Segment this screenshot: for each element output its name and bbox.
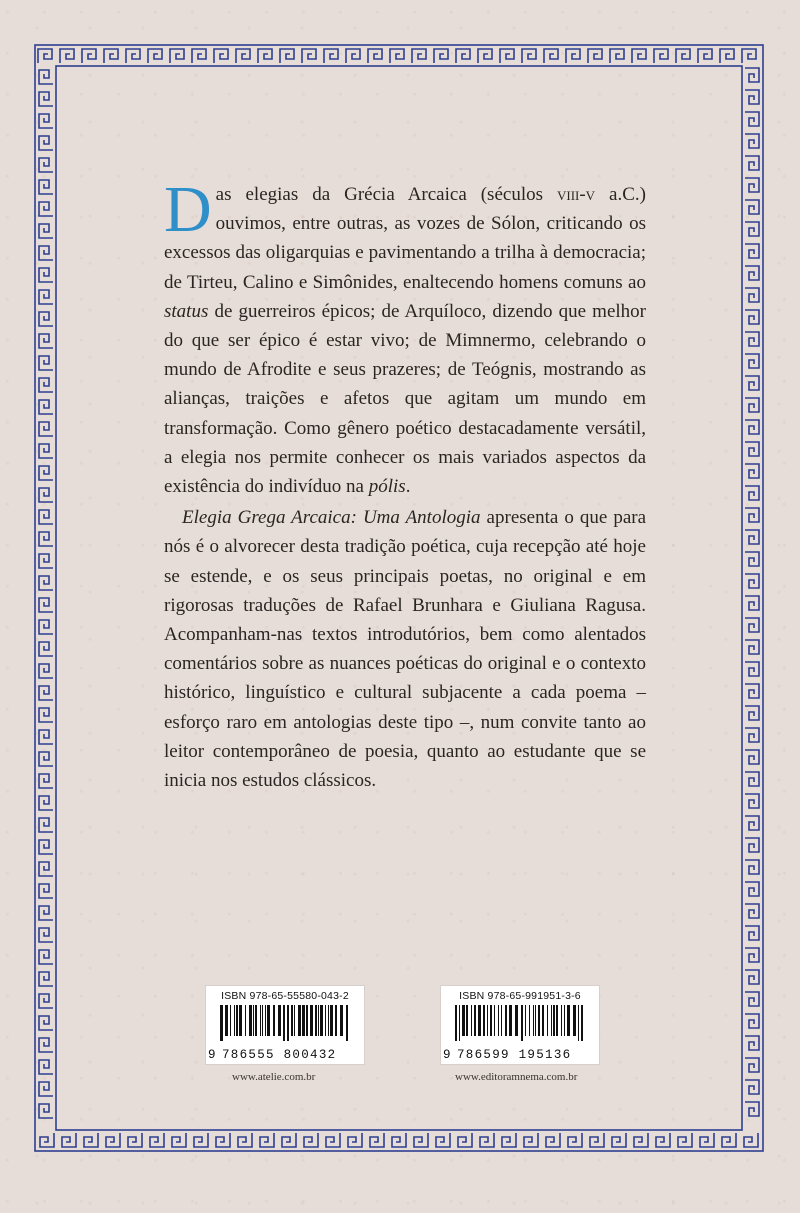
text-run-smallcaps: viii-v xyxy=(556,184,596,205)
blurb-paragraph-2 xyxy=(164,503,646,795)
barcode-box-mnema xyxy=(440,985,600,1065)
text-run: de guerreiros épicos; de Arquíloco, dizendo que melhor do que ser épico é estar vivo; de Mimnermo, celebrando o mundo de Afrodite e seus prazeres; de Teógnis, mostrando as alianças, traições e afetos que agitam um mundo em transformação. Como gênero poético destacadamente versátil, a elegia nos permite conhecer os mais variados aspectos da existência do indivíduo na xyxy=(164,300,646,498)
barcode-digits: 786599 195136 xyxy=(457,1048,572,1062)
isbn-label: ISBN 978-65-55580-043-2 xyxy=(221,990,349,1002)
text-run: as elegias da Grécia Arcaica (séculos xyxy=(215,184,557,205)
barcode-icon xyxy=(455,1005,585,1041)
isbn-label: ISBN 978-65-991951-3-6 xyxy=(459,990,581,1002)
publisher-url-atelie[interactable]: www.atelie.com.br xyxy=(232,1071,316,1083)
text-run: . xyxy=(405,476,411,498)
drop-cap: D xyxy=(164,173,212,246)
barcode-digits: 786555 800432 xyxy=(222,1048,337,1062)
barcode-first-digit: 9 xyxy=(443,1048,452,1062)
barcode-box-atelie xyxy=(205,985,365,1065)
barcode-first-digit: 9 xyxy=(208,1048,217,1062)
book-title-italic: Elegia Grega Arcaica: Uma Antologia xyxy=(182,507,481,529)
blurb-text xyxy=(164,173,647,795)
text-run-italic: status xyxy=(164,300,209,322)
barcode-icon xyxy=(220,1005,350,1041)
blurb-paragraph-1 xyxy=(164,173,646,501)
text-run: a.C.) ouvimos, entre outras, as vozes de Sólon, criticando os excessos das oligarquias e pavimentando a trilha à democracia; de Tirteu, Calino e Simônides, enaltecendo homens comuns ao xyxy=(164,184,646,293)
publisher-url-mnema[interactable]: www.editoramnema.com.br xyxy=(455,1071,578,1083)
text-run-italic: pólis xyxy=(368,476,406,498)
text-run: apresenta o que para nós é o alvorecer desta tradição poética, cuja recepção até hoje se estende, e os seus principais poetas, no original e em rigorosas traduções de Rafael Brunhara e Giuliana Ragusa. Acompanham-nas textos introdutórios, bem como alentados comentários sobre as nuances poéticas do original e o contexto histórico, linguístico e cultural subjacente a cada poema – esforço raro em antologias deste tipo –, num convite tanto ao leitor contemporâneo de poesia, quanto ao estudante que se inicia nos estudos clássicos. xyxy=(164,507,647,792)
